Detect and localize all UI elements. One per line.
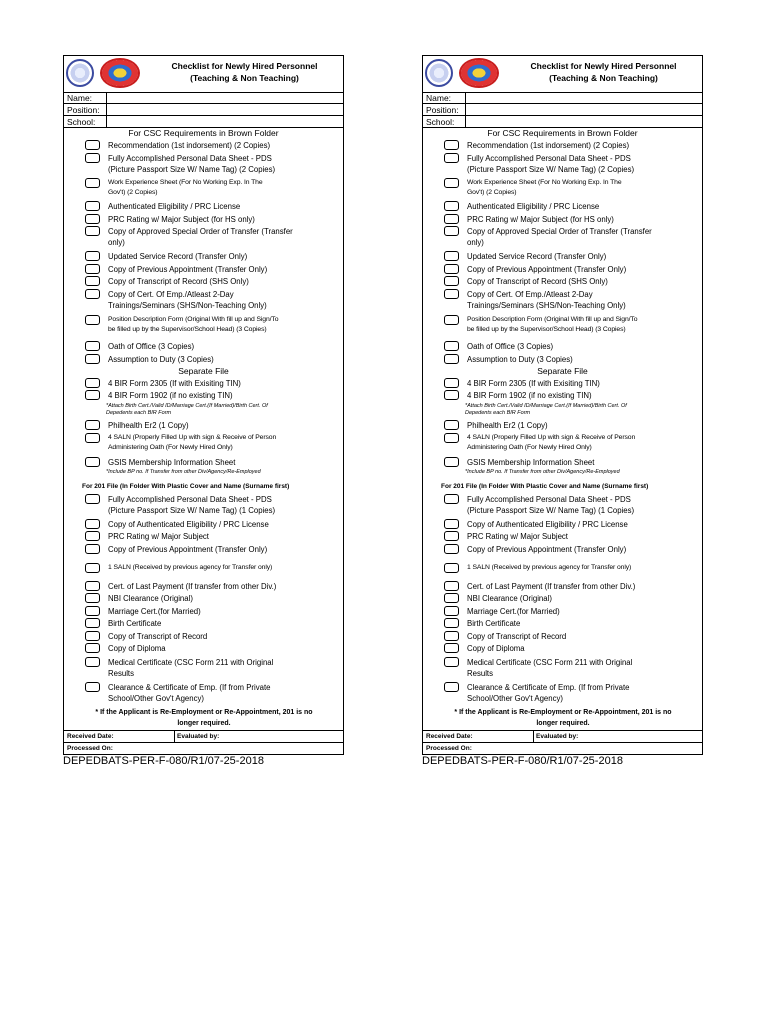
checklist-item-label: Assumption to Duty (3 Copies) [108,355,214,364]
checkbox[interactable] [85,682,100,692]
checkbox[interactable] [444,682,459,692]
reemployment-footnote: * If the Applicant is Re-Employment or Re-Appointment, 201 is no longer required. [454,709,672,727]
checkbox[interactable] [85,593,100,603]
checklist-item-label: 4 SALN (Properly Filled Up with sign & Receive of Person Administering Oath (For Newly Hired Only) [467,434,636,451]
checklist-item-label: Authenticated Eligibility / PRC License [108,202,241,211]
division-seal-icon [459,58,499,88]
checkbox[interactable] [444,606,459,616]
checkbox[interactable] [85,276,100,286]
checklist-item-label: Cert. of Last Payment (If transfer from other Div.) [467,582,636,591]
checkbox[interactable] [85,433,100,443]
checkbox[interactable] [444,531,459,541]
checklist-item-label: 4 BIR Form 2305 (If with Exisiting TIN) [108,379,241,388]
gsis-note: *Include BP no. If Transfer from other Div/Agency/Re-Employed [465,469,620,475]
processed-on-row [64,742,343,754]
form-code-right: DEPEDBATS-PER-F-080/R1/07-25-2018 [422,755,623,767]
section-separate-heading: Separate File [178,366,229,376]
checklist-item-label: Cert. of Last Payment (If transfer from other Div.) [108,582,277,591]
checklist-item-label: Work Experience Sheet (For No Working Exp. In The Gov't) (2 Copies) [467,179,622,196]
checkbox[interactable] [85,563,100,573]
checkbox[interactable] [444,433,459,443]
checklist-item-label: Copy of Cert. Of Emp./Atleast 2-Day Trainings/Seminars (SHS/Non-Teaching Only) [108,290,267,310]
checklist-item-label: Authenticated Eligibility / PRC License [467,202,600,211]
checklist-item-label: PRC Rating w/ Major Subject (for HS only) [467,215,614,224]
received-evaluated-row [64,730,343,742]
checkbox[interactable] [444,618,459,628]
checklist-item-label: PRC Rating w/ Major Subject [108,532,209,541]
name-field[interactable]: Name: [423,92,702,104]
checklist-item-label: NBI Clearance (Original) [467,594,552,603]
checklist-item-label: Clearance & Certificate of Emp. (If from Private School/Other Gov't Agency) [108,683,271,703]
checklist-item-label: GSIS Membership Information Sheet [467,458,595,467]
processed-on-row [423,742,702,754]
checklist-item-label: Position Description Form (Original With fill up and Sign/To be filled up by the Supervisor/School Head) (3 Copies) [467,316,638,333]
section-201-heading: For 201 File (In Folder With Plastic Cover and Name (Surname first) [82,483,290,490]
division-seal-icon [100,58,140,88]
checkbox[interactable] [444,494,459,504]
received-date-label: Received Date: [426,733,473,740]
form-code-left: DEPEDBATS-PER-F-080/R1/07-25-2018 [63,755,264,767]
reemployment-footnote: * If the Applicant is Re-Employment or Re-Appointment, 201 is no longer required. [95,709,313,727]
school-field[interactable]: School: [64,116,343,128]
checkbox[interactable] [85,354,100,364]
checklist-item-label: Fully Accomplished Personal Data Sheet - PDS (Picture Passport Size W/ Name Tag) (1 Copies) [467,495,635,515]
checkbox[interactable] [85,289,100,299]
checklist-item-label: Oath of Office (3 Copies) [108,342,195,351]
gsis-note: *Include BP no. If Transfer from other Div/Agency/Re-Employed [106,469,261,475]
checkbox[interactable] [444,420,459,430]
checklist-item-label: 1 SALN (Received by previous agency for Transfer only) [467,564,632,571]
checklist-item-label: Copy of Authenticated Eligibility / PRC License [467,520,628,529]
form-header [64,56,343,93]
checklist-item-label: 4 SALN (Properly Filled Up with sign & Receive of Person Administering Oath (For Newly Hired Only) [108,434,277,451]
checkbox[interactable] [85,544,100,554]
checklist-item-label: Work Experience Sheet (For No Working Exp. In The Gov't) (2 Copies) [108,179,263,196]
checkbox[interactable] [85,581,100,591]
checkbox[interactable] [444,289,459,299]
checklist-item-label: Medical Certificate (CSC Form 211 with Original Results [108,658,274,678]
checkbox[interactable] [444,201,459,211]
checkbox[interactable] [85,643,100,653]
checklist-item-label: Copy of Transcript of Record (SHS Only) [467,277,608,286]
checkbox[interactable] [85,631,100,641]
received-evaluated-row [423,730,702,742]
checkbox[interactable] [444,140,459,150]
checklist-item-label: PRC Rating w/ Major Subject (for HS only) [108,215,255,224]
evaluated-by-label: Evaluated by: [177,733,220,740]
evaluated-by-label: Evaluated by: [536,733,579,740]
school-field[interactable]: School: [423,116,702,128]
checklist-item-label: Marriage Cert.(for Married) [108,607,201,616]
checkbox[interactable] [85,519,100,529]
checkbox[interactable] [444,457,459,467]
checkbox[interactable] [444,226,459,236]
section-csc-heading: For CSC Requirements in Brown Folder [487,128,638,138]
checklist-item-label: Copy of Cert. Of Emp./Atleast 2-Day Trainings/Seminars (SHS/Non-Teaching Only) [467,290,626,310]
bir-note: *Attach Birth Cert./Valid ID/Marriage Cert.(If Married)/Birth Cert. Of Depedents each BIR Form [465,403,627,416]
checklist-form-left [63,55,344,755]
checklist-item-label: PRC Rating w/ Major Subject [467,532,568,541]
checklist-item-label: Fully Accomplished Personal Data Sheet - PDS (Picture Passport Size W/ Name Tag) (1 Copies) [108,495,276,515]
checklist-item-label: Copy of Transcript of Record (SHS Only) [108,277,249,286]
checkbox[interactable] [444,315,459,325]
checkbox[interactable] [85,178,100,188]
checklist-item-label: Marriage Cert.(for Married) [467,607,560,616]
checklist-item-label: Recommendation (1st indorsement) (2 Copies) [108,141,271,150]
checklist-item-label: 4 BIR Form 1902 (if no existing TIN) [467,391,592,400]
checkbox[interactable] [85,264,100,274]
checkbox[interactable] [85,390,100,400]
checklist-item-label: 4 BIR Form 2305 (If with Exisiting TIN) [467,379,600,388]
checklist-item-label: Copy of Approved Special Order of Transfer (Transfer only) [467,227,652,247]
checkbox[interactable] [444,264,459,274]
checkbox[interactable] [444,341,459,351]
checkbox[interactable] [444,153,459,163]
checkbox[interactable] [444,593,459,603]
checkbox[interactable] [444,519,459,529]
checklist-item-label: Copy of Approved Special Order of Transfer (Transfer only) [108,227,293,247]
position-field[interactable]: Position: [64,104,343,116]
checklist-item-label: Philhealth Er2 (1 Copy) [467,421,548,430]
checklist-item-label: NBI Clearance (Original) [108,594,193,603]
checkbox[interactable] [85,618,100,628]
checkbox[interactable] [444,563,459,573]
checkbox[interactable] [444,544,459,554]
checkbox[interactable] [85,226,100,236]
checkbox[interactable] [444,178,459,188]
checkbox[interactable] [444,631,459,641]
checkbox[interactable] [85,531,100,541]
checkbox[interactable] [85,420,100,430]
checklist-item-label: Fully Accomplished Personal Data Sheet - PDS (Picture Passport Size W/ Name Tag) (2 Copies) [108,154,276,174]
checkbox[interactable] [85,341,100,351]
checklist-item-label: Copy of Diploma [467,644,525,653]
form-title: Checklist for Newly Hired Personnel (Teaching & Non Teaching) [171,61,318,83]
checkbox[interactable] [85,378,100,388]
checkbox[interactable] [85,657,100,667]
checkbox[interactable] [444,214,459,224]
position-field[interactable]: Position: [423,104,702,116]
section-201-heading: For 201 File (In Folder With Plastic Cover and Name (Surname first) [441,483,649,490]
checkbox[interactable] [85,140,100,150]
checkbox[interactable] [444,657,459,667]
checkbox[interactable] [444,643,459,653]
checklist-item-label: 1 SALN (Received by previous agency for Transfer only) [108,564,273,571]
checkbox[interactable] [85,201,100,211]
checkbox[interactable] [85,606,100,616]
checklist-item-label: Copy of Authenticated Eligibility / PRC License [108,520,269,529]
checklist-item-label: Birth Certificate [108,619,162,628]
checklist-item-label: Oath of Office (3 Copies) [467,342,554,351]
checklist-item-label: Copy of Transcript of Record [467,632,567,641]
checkbox[interactable] [444,354,459,364]
checklist-form-right [422,55,703,755]
checkbox[interactable] [85,214,100,224]
checklist-item-label: Copy of Previous Appointment (Transfer Only) [467,265,627,274]
checkbox[interactable] [85,153,100,163]
checkbox[interactable] [85,457,100,467]
checklist-item-label: Copy of Previous Appointment (Transfer Only) [108,545,268,554]
checklist-item-label: Position Description Form (Original With fill up and Sign/To be filled up by the Supervisor/School Head) (3 Copies) [108,316,279,333]
deped-seal-icon [425,59,453,87]
checklist-item-label: Copy of Previous Appointment (Transfer Only) [108,265,268,274]
deped-seal-icon [66,59,94,87]
checkbox[interactable] [85,315,100,325]
checklist-item-label: Philhealth Er2 (1 Copy) [108,421,189,430]
checklist-item-label: Medical Certificate (CSC Form 211 with Original Results [467,658,633,678]
checklist-item-label: Copy of Previous Appointment (Transfer Only) [467,545,627,554]
received-date-label: Received Date: [67,733,114,740]
checkbox[interactable] [85,494,100,504]
checklist-item-label: GSIS Membership Information Sheet [108,458,236,467]
section-csc-heading: For CSC Requirements in Brown Folder [128,128,279,138]
name-field[interactable]: Name: [64,92,343,104]
section-separate-heading: Separate File [537,366,588,376]
checkbox[interactable] [85,251,100,261]
checklist-item-label: Updated Service Record (Transfer Only) [108,252,248,261]
checkbox[interactable] [444,276,459,286]
processed-on-label: Processed On: [67,745,113,752]
checklist-item-label: Fully Accomplished Personal Data Sheet - PDS (Picture Passport Size W/ Name Tag) (2 Copies) [467,154,635,174]
checklist-item-label: Copy of Diploma [108,644,166,653]
form-header [423,56,702,93]
processed-on-label: Processed On: [426,745,472,752]
bir-note: *Attach Birth Cert./Valid ID/Marriage Cert.(If Married)/Birth Cert. Of Depedents each BIR Form [106,403,268,416]
checklist-item-label: 4 BIR Form 1902 (if no existing TIN) [108,391,233,400]
checklist-item-label: Copy of Transcript of Record [108,632,208,641]
checkbox[interactable] [444,390,459,400]
checkbox[interactable] [444,251,459,261]
checklist-item-label: Updated Service Record (Transfer Only) [467,252,607,261]
checklist-item-label: Birth Certificate [467,619,521,628]
form-title: Checklist for Newly Hired Personnel (Teaching & Non Teaching) [530,61,677,83]
checklist-item-label: Recommendation (1st indorsement) (2 Copies) [467,141,630,150]
checklist-item-label: Clearance & Certificate of Emp. (If from Private School/Other Gov't Agency) [467,683,630,703]
checklist-item-label: Assumption to Duty (3 Copies) [467,355,573,364]
checkbox[interactable] [444,378,459,388]
checkbox[interactable] [444,581,459,591]
